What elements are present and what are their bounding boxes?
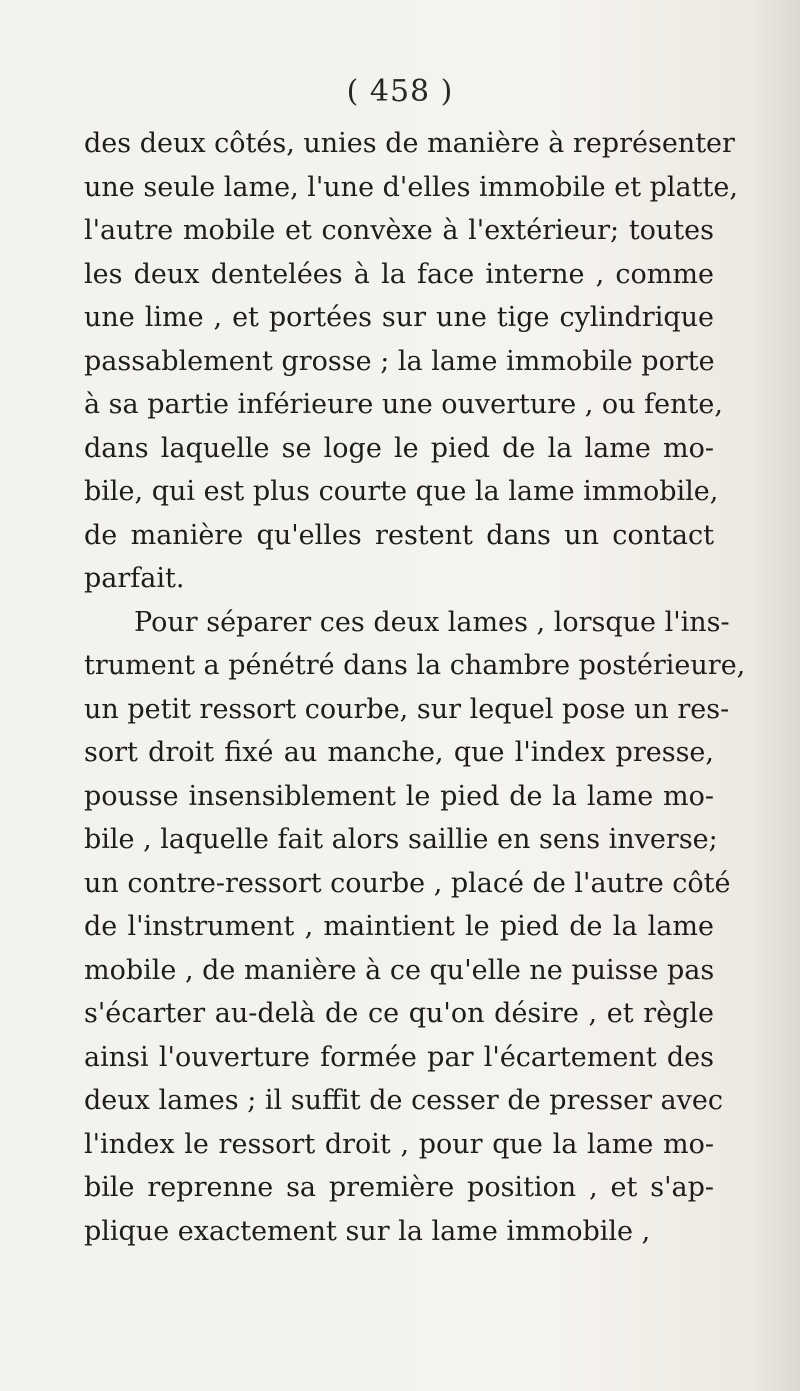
text-line: de l'instrument , maintient le pied de la lame	[84, 911, 714, 942]
text-line: parfait.	[84, 563, 185, 594]
paragraph	[84, 122, 738, 601]
text-line: une seule lame, l'une d'elles immobile et platte,	[84, 171, 738, 203]
text-line: s'écarter au-delà de ce qu'on désire , et règle	[84, 998, 714, 1029]
text-line: les deux dentelées à la face interne , comme	[84, 258, 714, 290]
text-line: un petit ressort courbe, sur lequel pose un res-	[84, 693, 730, 725]
text-line: dans laquelle se loge le pied de la lame mo-	[84, 432, 714, 464]
text-line: des deux côtés, unies de manière à représenter	[84, 128, 735, 159]
text-line: Pour séparer ces deux lames , lorsque l'ins-	[134, 606, 730, 638]
text-line: bile , laquelle fait alors saillie en sens inverse;	[84, 824, 718, 855]
text-line: pousse insensiblement le pied de la lame mo-	[84, 780, 714, 812]
text-line: bile reprenne sa première position , et s'ap-	[84, 1172, 714, 1203]
paragraph	[84, 601, 746, 1254]
text-line: passablement grosse ; la lame immobile porte	[84, 345, 715, 377]
text-line: ainsi l'ouverture formée par l'écartement des	[84, 1041, 714, 1073]
text-line: sort droit fixé au manche, que l'index presse,	[84, 737, 714, 768]
text-line: l'index le ressort droit , pour que la lame mo-	[84, 1128, 714, 1160]
text-line: de manière qu'elles restent dans un contact	[84, 519, 714, 551]
text-line: trument a pénétré dans la chambre postérieure,	[84, 650, 746, 681]
text-line: bile, qui est plus courte que la lame immobile,	[84, 476, 719, 507]
text-line: mobile , de manière à ce qu'elle ne puisse pas	[84, 954, 715, 986]
body-text	[84, 122, 746, 1253]
text-line: un contre-ressort courbe , placé de l'autre côté	[84, 867, 731, 899]
text-line: deux lames ; il suffit de cesser de presser avec	[84, 1085, 724, 1116]
page-number: ( 458 )	[346, 74, 454, 109]
text-line: à sa partie inférieure une ouverture , ou fente,	[84, 389, 723, 420]
text-line: une lime , et portées sur une tige cylindrique	[84, 302, 714, 333]
text-line: plique exactement sur la lame immobile ,	[84, 1215, 651, 1247]
text-line: l'autre mobile et convèxe à l'extérieur; toutes	[84, 215, 714, 246]
